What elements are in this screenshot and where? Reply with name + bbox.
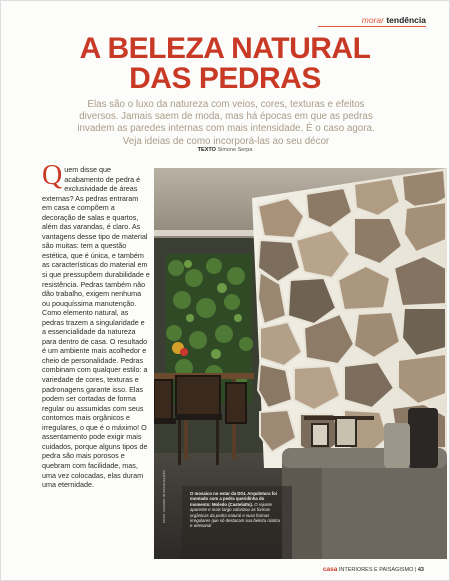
page-footer — [323, 566, 424, 573]
byline-label: TEXTO — [197, 147, 216, 153]
kicker-bold: tendência — [386, 15, 426, 25]
photo-caption — [190, 491, 282, 529]
page-number: 43 — [417, 567, 424, 573]
article-deck: Elas são o luxo da natureza com veios, cores, texturas e efeitos diversos. Jamais saem de moda, mas há épocas em que as pedras invadem as paredes internas com mais intensidade. É o caso agora. Veja ideias de como incorporá-las ao seu décor — [77, 99, 375, 147]
footer-section: INTERIORES E PAISAGISMO — [338, 567, 414, 573]
article-title — [0, 34, 450, 94]
footer-separator: | — [414, 567, 417, 573]
article-body — [42, 160, 150, 490]
title-line-2: DAS PEDRAS — [129, 62, 321, 95]
dropcap: Q — [42, 160, 63, 191]
byline — [0, 147, 450, 153]
caption-body: O rejunte aparente e mais largo valorizou as formas orgânicas da pedra natural e suas formas irregulares que só destacam sua beleza rústica e artesanal — [190, 501, 281, 529]
byline-name: Simone Serpa — [217, 147, 253, 153]
caption-lead: O mosaico no estar da DGL Arquitetura foi montado com a pedra queridinha do momento: Moledo (Castelatto). — [190, 491, 277, 507]
section-rule — [318, 26, 426, 27]
footer-brand: casa — [322, 566, 338, 573]
photo-credit: FOTO: FAVARO JR./DIVULGAÇÃO — [162, 470, 166, 523]
section-header — [318, 15, 426, 27]
title-line-1: A BELEZA NATURAL — [79, 32, 371, 65]
kicker-light: morar — [361, 15, 384, 25]
body-paragraph: uem disse que acabamento de pedra é exclusividade de áreas externas? As pedras entraram em casa e compõem a decoração de salas e quartos, além das varandas, é claro. As vantagens desse tipo de material são muitas: tem a questão estética, que é única, e também as características do material em si que pressupõem durabilidade e resistência. Pedras também não dão trabalho, exigem nenhuma ou pouquíssima manutenção. Como elemento natural, as pedras trazem a singularidade e a essencialidade da natureza para dentro de casa. O resultado é um ambiente mais acolhedor e cheio de personalidade. Pedras combinam com qualquer estilo: a variedade de cores, texturas e padronagens garante isso. Elas podem ser cortadas de forma regular ou assumidas com seus contornos mais orgânicos e irregulares, o que é o máximo! O assentamento pode exigir mais cuidados, porque alguns tipos de pedra são mais porosos e quebram com facilidade, mas, uma vez colocadas, elas duram uma eternidade. — [42, 165, 150, 490]
section-kicker — [362, 15, 426, 25]
